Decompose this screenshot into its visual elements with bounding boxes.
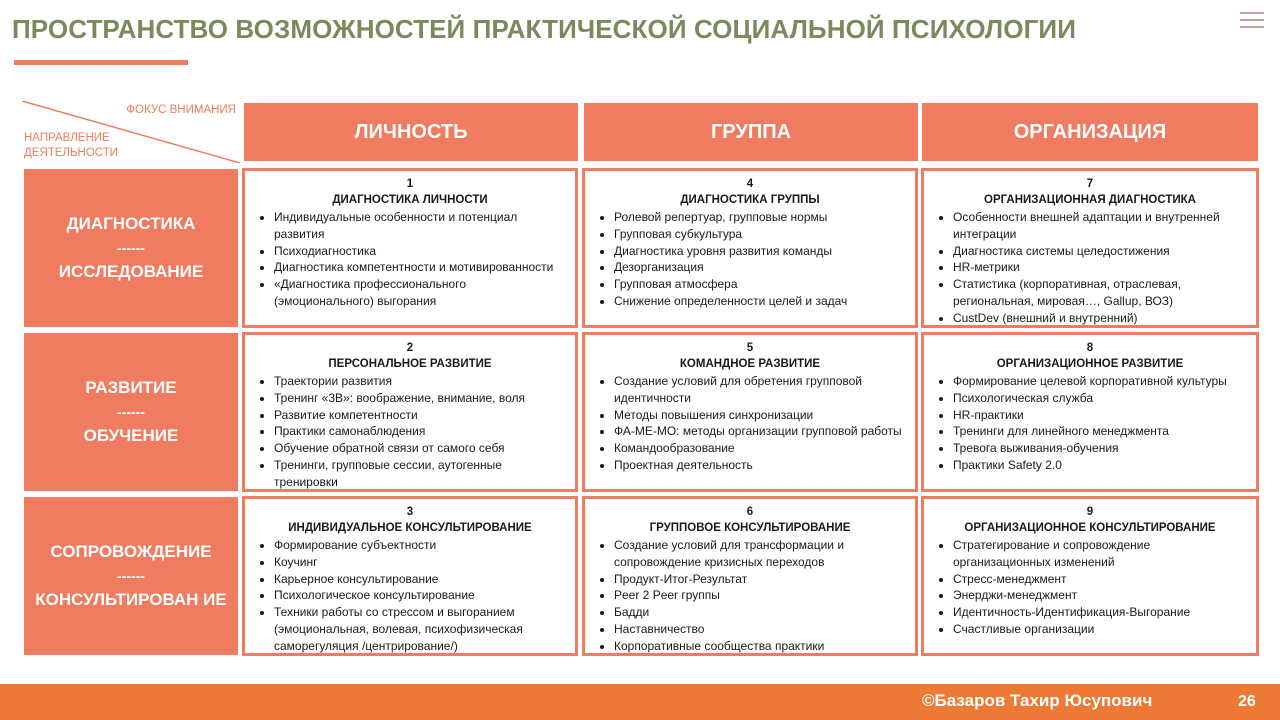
list-item: • Продукт-Итог-Результат	[614, 571, 907, 588]
cell-9	[921, 496, 1259, 656]
list-item: • Методы повышения синхронизации	[614, 407, 907, 424]
row-header-top: СОПРОВОЖДЕНИЕ	[50, 542, 212, 561]
list-item: • Бадди	[614, 604, 907, 621]
cell-number: 8	[1086, 342, 1094, 354]
row-header-bottom: КОНСУЛЬТИРОВАН ИЕ	[35, 590, 227, 609]
cell-number: 2	[406, 342, 414, 354]
row-header-separator: ------	[117, 240, 145, 256]
cell-4	[582, 168, 918, 328]
list-item: • Тренинги для линейного менеджмента	[953, 423, 1248, 440]
cell-title: ДИАГНОСТИКА ЛИЧНОСТИ	[332, 194, 488, 206]
list-item: • Создание условий для обретения групповой идентичности	[614, 373, 907, 407]
cell-number: 1	[406, 178, 414, 190]
cell-7	[921, 168, 1259, 328]
list-item: • Энерджи-менеджмент	[953, 587, 1248, 604]
row-header-bottom: ИССЛЕДОВАНИЕ	[58, 262, 204, 281]
column-header-group: ГРУППА	[584, 103, 918, 161]
column-header-personality: ЛИЧНОСТЬ	[244, 103, 578, 161]
row-header-separator: ------	[117, 568, 145, 584]
row-header-top: РАЗВИТИЕ	[85, 378, 177, 397]
cell-2	[242, 332, 578, 492]
row-header-top: ДИАГНОСТИКА	[66, 214, 196, 233]
cell-title: ПЕРСОНАЛЬНОЕ РАЗВИТИЕ	[328, 358, 492, 370]
list-item: • Стресс-менеджмент	[953, 571, 1248, 588]
list-item: • Ролевой репертуар, групповые нормы	[614, 209, 907, 226]
cell-title: ИНДИВИДУАЛЬНОЕ КОНСУЛЬТИРОВАНИЕ	[288, 522, 532, 534]
list-item: • Проектная деятельность	[614, 457, 907, 474]
row-header-separator: ------	[117, 404, 145, 420]
cell-list	[593, 373, 907, 474]
cell-title: ГРУППОВОЕ КОНСУЛЬТИРОВАНИЕ	[649, 522, 851, 534]
list-item: • Тренинги, групповые сессии, аутогенные тренировки	[274, 457, 567, 491]
footer-author: ©Базаров Тахир Юсупович	[922, 691, 1153, 710]
list-item: • Создание условий для трансформации и сопровождение кризисных переходов	[614, 537, 907, 571]
list-item: • Корпоративные сообщества практики	[614, 638, 907, 655]
column-header-organization: ОРГАНИЗАЦИЯ	[922, 103, 1258, 161]
list-item: • ФА-МЕ-МО: методы организации групповой работы	[614, 423, 907, 440]
cell-number: 5	[746, 342, 754, 354]
cell-list	[932, 209, 1248, 327]
cell-title: ОРГАНИЗАЦИОННОЕ КОНСУЛЬТИРОВАНИЕ	[964, 522, 1216, 534]
row-header-bottom: ОБУЧЕНИЕ	[83, 426, 179, 445]
list-item: • Идентичность-Идентификация-Выгорание	[953, 604, 1248, 621]
list-item: • Стратегирование и сопровождение организационных изменений	[953, 537, 1248, 571]
list-item: • Снижение определенности целей и задач	[614, 293, 907, 310]
row-header-development	[24, 333, 238, 491]
cell-number: 3	[406, 506, 414, 518]
list-item: • Диагностика системы целедостижения	[953, 243, 1248, 260]
list-item: • Счастливые организации	[953, 621, 1248, 638]
cell-1	[242, 168, 578, 328]
cell-list	[253, 373, 567, 491]
list-item: • Особенности внешней адаптации и внутренней интеграции	[953, 209, 1248, 243]
list-item: • Статистика (корпоративная, отраслевая, региональная, мировая…, Gallup, ВОЗ)	[953, 276, 1248, 310]
list-item: • Индивидуальные особенности и потенциал развития	[274, 209, 567, 243]
cell-number: 9	[1086, 506, 1094, 518]
list-item: • Формирование субъектности	[274, 537, 567, 554]
cell-number: 4	[746, 178, 754, 190]
cell-6	[582, 496, 918, 656]
list-item: • Психологическое консультирование	[274, 587, 567, 604]
cell-8	[921, 332, 1259, 492]
list-item: • HR-практики	[953, 407, 1248, 424]
cell-title: ОРГАНИЗАЦИОННАЯ ДИАГНОСТИКА	[984, 194, 1196, 206]
list-item: • Групповая субкультура	[614, 226, 907, 243]
focus-label: ФОКУС ВНИМАНИЯ	[126, 104, 236, 116]
list-item: • Траектории развития	[274, 373, 567, 390]
row-header-diagnostics	[24, 169, 238, 327]
list-item: • Диагностика компетентности и мотивированности	[274, 259, 567, 276]
list-item: • Практики Safety 2.0	[953, 457, 1248, 474]
list-item: • Психологическая служба	[953, 390, 1248, 407]
cell-list	[932, 373, 1248, 474]
cell-number: 6	[746, 506, 754, 518]
row-header-consulting	[24, 497, 238, 655]
direction-label: НАПРАВЛЕНИЕ ДЕЯТЕЛЬНОСТИ	[24, 132, 119, 159]
footer-bar	[0, 684, 1280, 720]
cell-5	[582, 332, 918, 492]
cell-title: КОМАНДНОЕ РАЗВИТИЕ	[679, 358, 821, 370]
list-item: • HR-метрики	[953, 259, 1248, 276]
list-item: • Психодиагностика	[274, 243, 567, 260]
list-item: • Дезорганизация	[614, 259, 907, 276]
list-item: • Наставничество	[614, 621, 907, 638]
cell-title: ДИАГНОСТИКА ГРУППЫ	[680, 194, 820, 206]
menu-icon[interactable]	[1240, 12, 1264, 30]
list-item: • Командообразование	[614, 440, 907, 457]
title-underline	[14, 60, 188, 65]
cell-3	[242, 496, 578, 656]
list-item: • Peer 2 Peer группы	[614, 587, 907, 604]
list-item: • CustDev (внешний и внутренний)	[953, 310, 1248, 327]
list-item: • Развитие компетентности	[274, 407, 567, 424]
list-item: • Тревога выживания-обучения	[953, 440, 1248, 457]
cell-list	[593, 209, 907, 310]
cell-list	[253, 537, 567, 655]
page-number: 26	[1238, 693, 1256, 710]
cell-title: ОРГАНИЗАЦИОННОЕ РАЗВИТИЕ	[996, 358, 1184, 370]
list-item: • Тренинг «3В»: воображение, внимание, воля	[274, 390, 567, 407]
list-item: • Обучение обратной связи от самого себя	[274, 440, 567, 457]
list-item: • Диагностика уровня развития команды	[614, 243, 907, 260]
list-item: • Формирование целевой корпоративной культуры	[953, 373, 1248, 390]
corner-header	[22, 101, 240, 163]
list-item: • Карьерное консультирование	[274, 571, 567, 588]
cell-list	[253, 209, 567, 310]
cell-list	[932, 537, 1248, 638]
list-item: • Практики самонаблюдения	[274, 423, 567, 440]
list-item: • Групповая атмосфера	[614, 276, 907, 293]
slide-title: ПРОСТРАНСТВО ВОЗМОЖНОСТЕЙ ПРАКТИЧЕСКОЙ СОЦИАЛЬНОЙ ПСИХОЛОГИИ	[12, 14, 1077, 44]
cell-list	[593, 537, 907, 655]
list-item: • «Диагностика профессионального (эмоционального) выгорания	[274, 276, 567, 310]
cell-number: 7	[1086, 178, 1094, 190]
list-item: • Коучинг	[274, 554, 567, 571]
list-item: • Техники работы со стрессом и выгоранием (эмоциональная, волевая, психофизическая саморегуляция /центрирование/)	[274, 604, 567, 654]
